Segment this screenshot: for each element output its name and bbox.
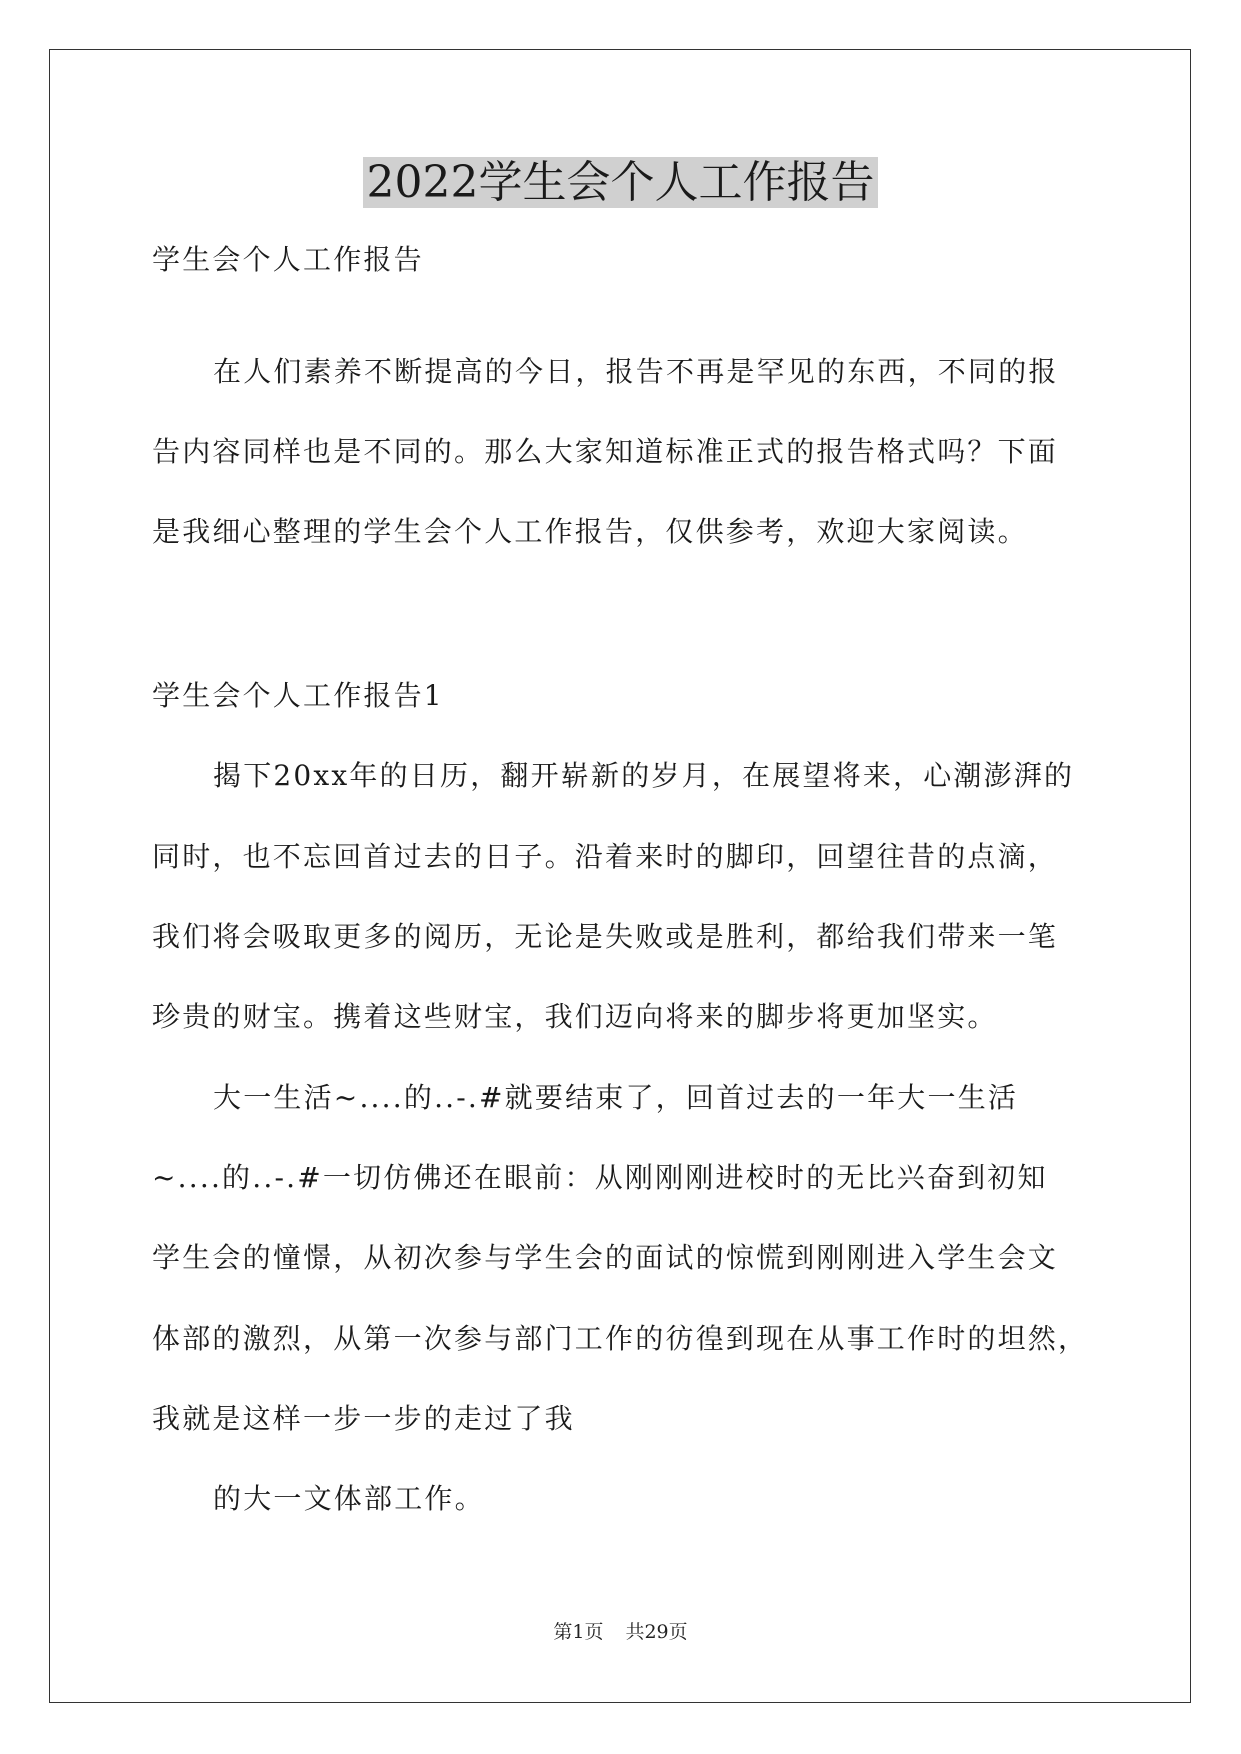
paragraph-line: 的大一文体部工作。	[213, 1482, 485, 1515]
paragraph-line: 珍贵的财宝。携着这些财宝，我们迈向将来的脚步将更加坚实。	[152, 1000, 998, 1033]
paragraph-line: ~....的..-.#一切仿佛还在眼前：从刚刚刚进校时的无比兴奋到初知	[152, 1161, 1048, 1194]
subtitle-line: 学生会个人工作报告	[152, 243, 424, 276]
paragraph-line: 是我细心整理的学生会个人工作报告，仅供参考，欢迎大家阅读。	[152, 515, 1028, 548]
paragraph-line: 我就是这样一步一步的走过了我	[152, 1402, 575, 1435]
paragraph-line: 体部的激烈，从第一次参与部门工作的彷徨到现在从事工作时的坦然，	[152, 1322, 1089, 1355]
document-title-text: 2022学生会个人工作报告	[363, 157, 879, 208]
page-total: 共29页	[625, 1621, 688, 1643]
section-heading: 学生会个人工作报告1	[152, 679, 444, 712]
page-number: 第1页	[553, 1621, 604, 1643]
paragraph-line: 学生会的憧憬，从初次参与学生会的面试的惊慌到刚刚进入学生会文	[152, 1241, 1059, 1274]
paragraph-line: 揭下20xx年的日历，翻开崭新的岁月，在展望将来，心潮澎湃的	[213, 759, 1075, 792]
paragraph-line: 我们将会吸取更多的阅历，无论是失败或是胜利，都给我们带来一笔	[152, 920, 1059, 953]
document-title	[0, 152, 1241, 214]
paragraph-line: 大一生活~....的..-.#就要结束了，回首过去的一年大一生活	[213, 1081, 1019, 1114]
paragraph-line: 在人们素养不断提高的今日，报告不再是罕见的东西，不同的报	[213, 355, 1059, 388]
paragraph-line: 同时，也不忘回首过去的日子。沿着来时的脚印，回望往昔的点滴，	[152, 840, 1059, 873]
paragraph-line: 告内容同样也是不同的。那么大家知道标准正式的报告格式吗？下面	[152, 435, 1059, 468]
page-footer	[0, 1619, 1241, 1645]
